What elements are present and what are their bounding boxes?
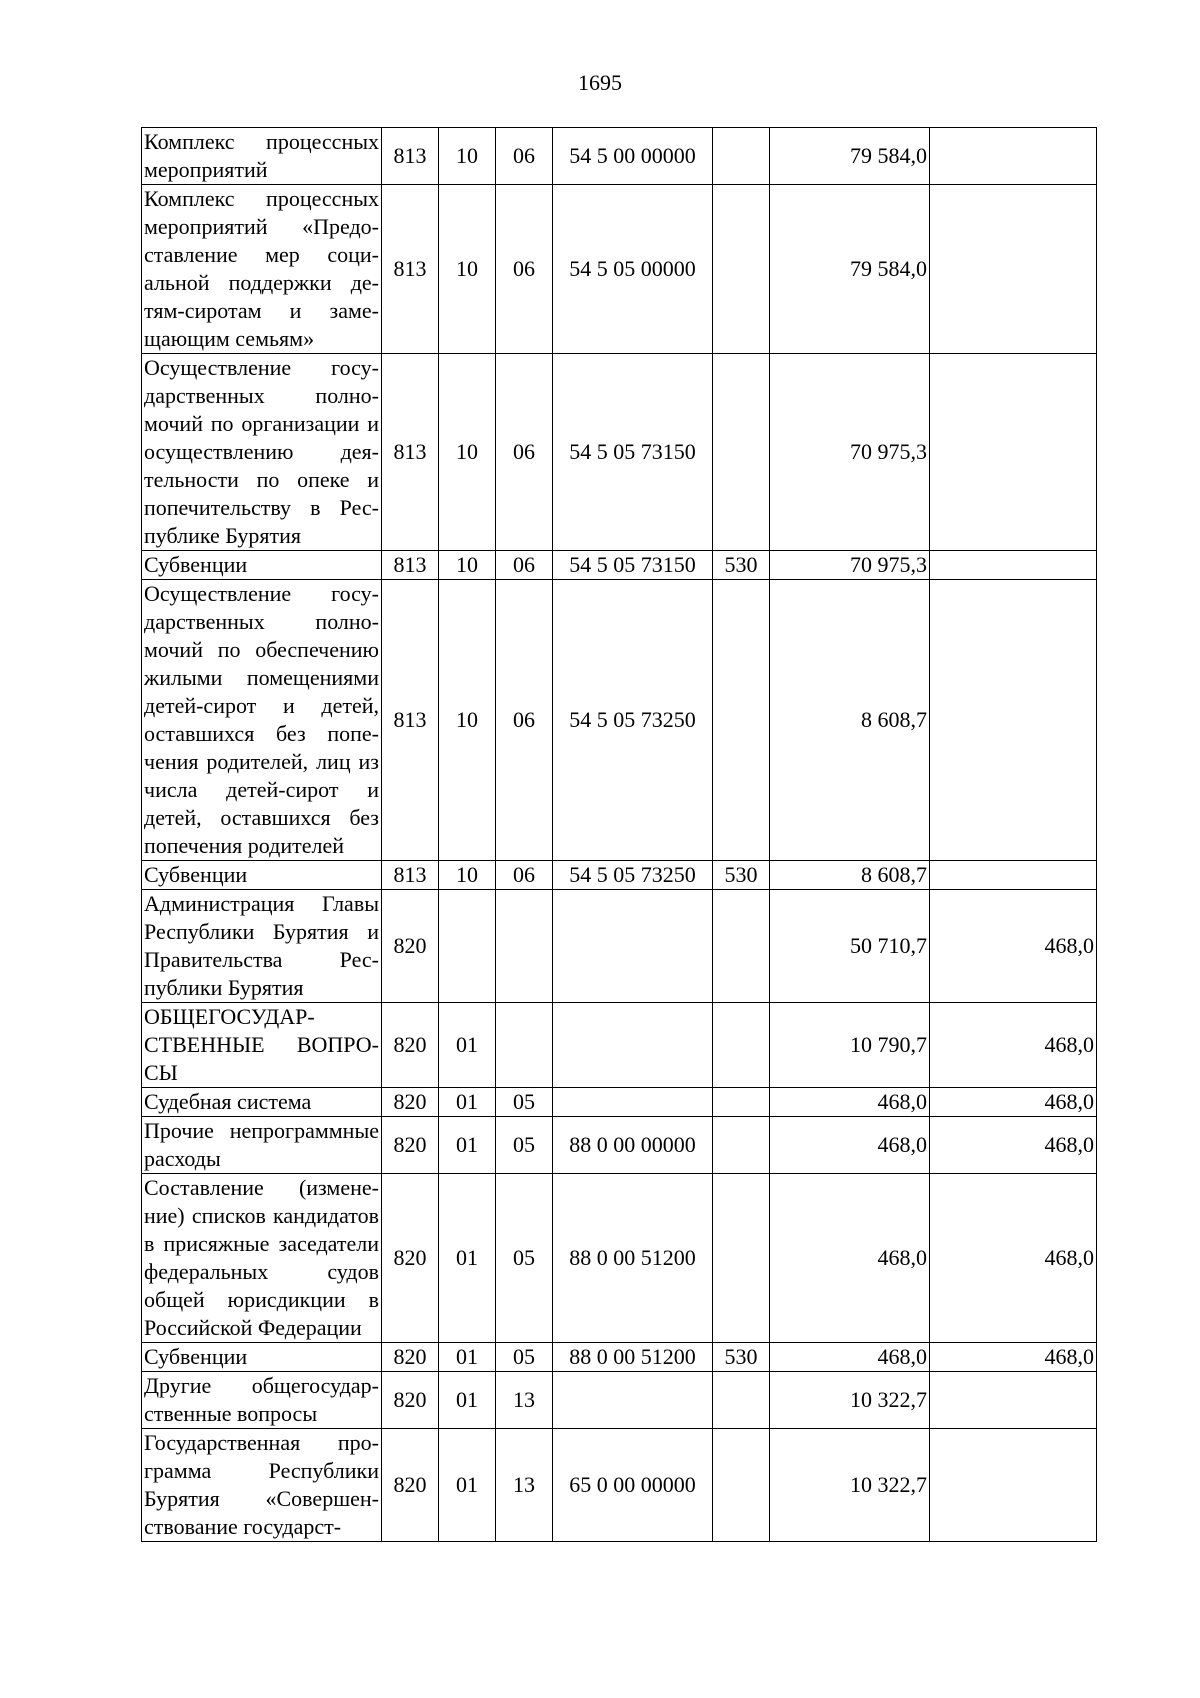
- cell-amount-federal: [930, 1429, 1097, 1542]
- cell-expense-type: [713, 580, 770, 861]
- cell-expense-type: [713, 890, 770, 1003]
- cell-section: 01: [439, 1117, 496, 1174]
- table-row: [142, 1343, 1097, 1372]
- cell-section: 10: [439, 551, 496, 580]
- cell-amount: 8 608,7: [770, 861, 930, 890]
- table-row: [142, 1003, 1097, 1088]
- table-row: [142, 861, 1097, 890]
- cell-expense-type: 530: [713, 1343, 770, 1372]
- table-row: [142, 1088, 1097, 1117]
- cell-amount: 468,0: [770, 1174, 930, 1343]
- cell-section: 01: [439, 1429, 496, 1542]
- cell-target-article: 88 0 00 51200: [553, 1343, 713, 1372]
- cell-subsection: [496, 1003, 553, 1088]
- cell-expense-type: [713, 1117, 770, 1174]
- cell-amount: 10 322,7: [770, 1372, 930, 1429]
- cell-target-article: 54 5 05 73250: [553, 861, 713, 890]
- cell-section: 10: [439, 128, 496, 185]
- cell-amount: 10 322,7: [770, 1429, 930, 1542]
- table-row: [142, 551, 1097, 580]
- cell-ved: 813: [382, 551, 439, 580]
- cell-subsection: [496, 890, 553, 1003]
- cell-amount: 79 584,0: [770, 128, 930, 185]
- cell-amount: 79 584,0: [770, 185, 930, 354]
- table-row: [142, 580, 1097, 861]
- cell-amount: 50 710,7: [770, 890, 930, 1003]
- cell-section: 01: [439, 1372, 496, 1429]
- cell-name: Субвенции: [142, 1343, 382, 1372]
- cell-target-article: 54 5 05 73150: [553, 354, 713, 551]
- cell-name: Другие общегосударственные вопросы: [142, 1372, 382, 1429]
- cell-amount: 70 975,3: [770, 354, 930, 551]
- cell-name: Субвенции: [142, 551, 382, 580]
- cell-target-article: 54 5 00 00000: [553, 128, 713, 185]
- cell-amount-federal: [930, 580, 1097, 861]
- cell-name: Субвенции: [142, 861, 382, 890]
- cell-expense-type: [713, 1429, 770, 1542]
- cell-name: Прочие непрограммные расходы: [142, 1117, 382, 1174]
- cell-amount-federal: [930, 185, 1097, 354]
- cell-target-article: 54 5 05 00000: [553, 185, 713, 354]
- cell-subsection: 06: [496, 861, 553, 890]
- cell-name: Комплекс процессных мероприятий «Предоставление мер социальной поддержки детям-сиротам и замещающим семьям»: [142, 185, 382, 354]
- cell-target-article: 88 0 00 51200: [553, 1174, 713, 1343]
- cell-ved: 813: [382, 861, 439, 890]
- cell-expense-type: 530: [713, 551, 770, 580]
- cell-amount-federal: 468,0: [930, 1343, 1097, 1372]
- cell-name: Комплекс процессных мероприятий: [142, 128, 382, 185]
- cell-amount-federal: [930, 354, 1097, 551]
- table-row: [142, 890, 1097, 1003]
- cell-target-article: 88 0 00 00000: [553, 1117, 713, 1174]
- cell-expense-type: [713, 1088, 770, 1117]
- cell-subsection: 13: [496, 1429, 553, 1542]
- cell-ved: 820: [382, 1372, 439, 1429]
- cell-section: 10: [439, 861, 496, 890]
- cell-amount: 70 975,3: [770, 551, 930, 580]
- cell-ved: 820: [382, 1429, 439, 1542]
- cell-target-article: [553, 1003, 713, 1088]
- cell-subsection: 13: [496, 1372, 553, 1429]
- cell-section: 01: [439, 1343, 496, 1372]
- cell-expense-type: [713, 1003, 770, 1088]
- cell-amount-federal: 468,0: [930, 1003, 1097, 1088]
- cell-subsection: 05: [496, 1174, 553, 1343]
- cell-subsection: 06: [496, 354, 553, 551]
- cell-target-article: [553, 890, 713, 1003]
- cell-subsection: 06: [496, 128, 553, 185]
- cell-section: 01: [439, 1003, 496, 1088]
- table-row: [142, 1372, 1097, 1429]
- cell-target-article: 65 0 00 00000: [553, 1429, 713, 1542]
- cell-ved: 813: [382, 354, 439, 551]
- cell-amount-federal: [930, 551, 1097, 580]
- cell-amount-federal: 468,0: [930, 1174, 1097, 1343]
- cell-amount-federal: [930, 128, 1097, 185]
- table-body: [142, 128, 1097, 1542]
- cell-ved: 813: [382, 580, 439, 861]
- table-row: [142, 1429, 1097, 1542]
- cell-expense-type: [713, 185, 770, 354]
- cell-amount: 468,0: [770, 1088, 930, 1117]
- cell-expense-type: [713, 1174, 770, 1343]
- cell-ved: 820: [382, 1088, 439, 1117]
- cell-section: 10: [439, 185, 496, 354]
- cell-name: Составление (изменение) списков кандидатов в присяжные заседатели федеральных судов общей юрисдикции в Российской Федерации: [142, 1174, 382, 1343]
- cell-ved: 820: [382, 1117, 439, 1174]
- cell-name: Администрация Главы Республики Бурятия и Правительства Республики Бурятия: [142, 890, 382, 1003]
- cell-section: [439, 890, 496, 1003]
- cell-amount: 468,0: [770, 1343, 930, 1372]
- cell-amount-federal: [930, 861, 1097, 890]
- budget-table: [141, 127, 1097, 1542]
- cell-expense-type: 530: [713, 861, 770, 890]
- cell-ved: 813: [382, 185, 439, 354]
- cell-subsection: 05: [496, 1117, 553, 1174]
- cell-subsection: 05: [496, 1088, 553, 1117]
- cell-amount-federal: 468,0: [930, 1088, 1097, 1117]
- cell-target-article: [553, 1372, 713, 1429]
- cell-amount-federal: 468,0: [930, 1117, 1097, 1174]
- cell-amount-federal: 468,0: [930, 890, 1097, 1003]
- cell-amount: 10 790,7: [770, 1003, 930, 1088]
- cell-amount: 8 608,7: [770, 580, 930, 861]
- cell-subsection: 06: [496, 551, 553, 580]
- cell-target-article: [553, 1088, 713, 1117]
- cell-name: Государственная программа Республики Бурятия «Совершенствование государст-: [142, 1429, 382, 1542]
- table-row: [142, 128, 1097, 185]
- cell-section: 01: [439, 1174, 496, 1343]
- cell-expense-type: [713, 128, 770, 185]
- page-number: 1695: [578, 70, 622, 95]
- cell-target-article: 54 5 05 73150: [553, 551, 713, 580]
- table-row: [142, 354, 1097, 551]
- table-row: [142, 1174, 1097, 1343]
- table-row: [142, 1117, 1097, 1174]
- cell-ved: 820: [382, 1343, 439, 1372]
- table-row: [142, 185, 1097, 354]
- cell-ved: 813: [382, 128, 439, 185]
- cell-expense-type: [713, 354, 770, 551]
- cell-expense-type: [713, 1372, 770, 1429]
- cell-subsection: 06: [496, 185, 553, 354]
- cell-subsection: 05: [496, 1343, 553, 1372]
- cell-ved: 820: [382, 1174, 439, 1343]
- cell-name: Осуществление государственных полномочий по обеспечению жилыми помещениями детей-сирот и детей, оставшихся без попечения родителей, лиц из числа детей-сирот и детей, оставшихся без попечения родителей: [142, 580, 382, 861]
- cell-subsection: 06: [496, 580, 553, 861]
- cell-ved: 820: [382, 1003, 439, 1088]
- cell-name: Осуществление государственных полномочий по организации и осуществлению деятельности по опеке и попечительству в Республике Бурятия: [142, 354, 382, 551]
- cell-section: 10: [439, 580, 496, 861]
- cell-section: 10: [439, 354, 496, 551]
- cell-ved: 820: [382, 890, 439, 1003]
- cell-name: ОБЩЕГОСУДАРСТВЕННЫЕ ВОПРОСЫ: [142, 1003, 382, 1088]
- cell-section: 01: [439, 1088, 496, 1117]
- cell-amount-federal: [930, 1372, 1097, 1429]
- cell-amount: 468,0: [770, 1117, 930, 1174]
- cell-name: Судебная система: [142, 1088, 382, 1117]
- cell-target-article: 54 5 05 73250: [553, 580, 713, 861]
